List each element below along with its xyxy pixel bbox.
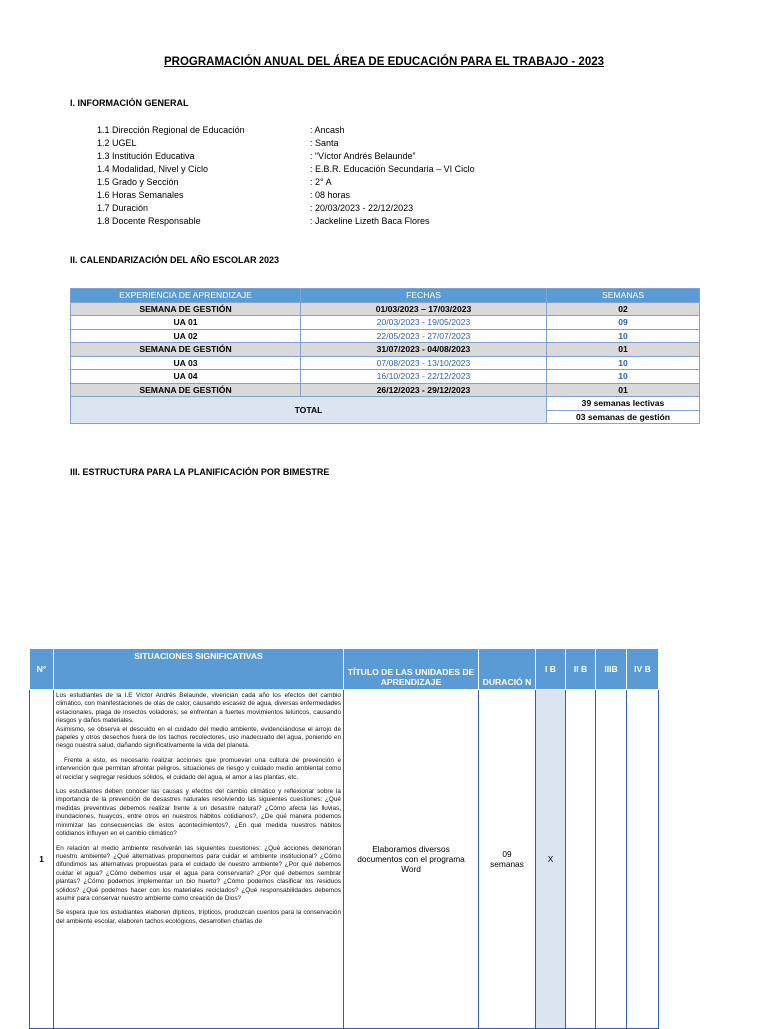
table-row xyxy=(71,329,700,343)
total-lectivas: 39 semanas lectivas xyxy=(547,397,700,411)
column-header-situaciones: SITUACIONES SIGNIFICATIVAS xyxy=(54,649,344,690)
info-value: : E.B.R. Educación Secundaria – VI Ciclo xyxy=(310,164,475,174)
table-row xyxy=(71,343,700,357)
table-row xyxy=(71,383,700,397)
info-label: 1.4 Modalidad, Nivel y Ciclo xyxy=(97,164,209,174)
section-heading-planning: III. ESTRUCTURA PARA LA PLANIFICACIÓN POR BIMESTRE xyxy=(70,467,330,477)
calendar-table xyxy=(70,288,700,424)
table-cell: 02 xyxy=(547,302,700,316)
bimestre-3-mark xyxy=(596,690,627,1029)
table-cell: 01/03/2023 – 17/03/2023 xyxy=(301,302,547,316)
total-label: TOTAL xyxy=(71,397,547,424)
info-row xyxy=(97,137,475,150)
situacion-paragraph: En relación al medio ambiente resolverán las siguientes cuestiones: ¿Qué acciones deterioran nuestro ambiente? ¿Qué alternativas proponemos para cuidar el ambiente institucional? ¿Cómo difundimos las alternativas propuestas para el cuidado de nuestro ambiente? ¿Por qué debemos cuidar el agua? ¿Cómo debemos usar el agua para conservarla? ¿Por qué debemos sembrar plantas? ¿Cómo podemos implementar un bio huerto? ¿Cómo podemos clasificar los residuos sólidos? ¿Qué podemos hacer con los materiales reciclados? ¿Qué responsabilidades debemos asumir para conservar nuestro ambiente como creación de Dios? xyxy=(56,844,341,902)
document-title: PROGRAMACIÓN ANUAL DEL ÁREA DE EDUCACIÓN PARA EL TRABAJO - 2023 xyxy=(163,56,605,68)
situacion-paragraph: Frente a esto, es necesario realizar acciones que promuevan una cultura de prevención e intervención que permitan afrontar peligros, situaciones de riesgo y cuidado medio ambiental como el reciclar y segregar residuos sólidos, el cuidado del agua, el amor a las plantas, etc. xyxy=(56,756,341,781)
table-cell: 09 xyxy=(547,316,700,330)
bimestre-2-mark xyxy=(566,690,596,1029)
info-value: : “Víctor Andrés Belaunde” xyxy=(310,151,416,161)
situacion-paragraph: Se espera que los estudiantes elaboren dípticos, trípticos, produzcan cuentos para la conservación del ambiente escolar, elaboren tachos ecológicos, desarrollen charlas de xyxy=(56,909,341,925)
info-label: 1.3 Institución Educativa xyxy=(97,151,195,161)
info-row xyxy=(97,176,475,189)
situacion-paragraph: Asimismo, se observa el descuido en el cuidado del medio ambiente, evidenciándose el arrojo de papeles y otros desechos fuera de los tachos recolectores, uso inadecuado del agua, poniendo en riesgo nuestra salud, dañando significativamente la vida del planeta. xyxy=(56,725,341,750)
table-cell: SEMANA DE GESTIÓN xyxy=(71,302,301,316)
bimestre-4-mark xyxy=(627,690,659,1029)
table-cell: 10 xyxy=(547,329,700,343)
column-header-bimestre-2: II B xyxy=(566,649,596,690)
table-row xyxy=(71,316,700,330)
info-row xyxy=(97,189,475,202)
general-info-list xyxy=(97,124,475,228)
planning-table xyxy=(29,648,659,1029)
table-cell: 01 xyxy=(547,343,700,357)
table-cell: UA 04 xyxy=(71,370,301,384)
column-header-semanas: SEMANAS xyxy=(547,289,700,303)
table-cell: SEMANA DE GESTIÓN xyxy=(71,383,301,397)
section-heading-calendar: II. CALENDARIZACIÓN DEL AÑO ESCOLAR 2023 xyxy=(70,255,280,265)
info-label: 1.7 Duración xyxy=(97,203,149,213)
table-cell: 20/03/2023 - 19/05/2023 xyxy=(301,316,547,330)
column-header-bimestre-4: IV B xyxy=(627,649,659,690)
situacion-paragraph: Los estudiantes deben conocer las causas y efectos del cambio climático y reflexionar sobre la importancia de la prevención de desastres naturales resolviendo las siguientes cuestiones: ¿Qué medidas preventivas debemos realizar frente a un desastre natural? ¿Cómo afecta las lluvias, inundaciones, huaycos, entre otros en nuestros hábitos cotidianos?, ¿De qué manera podemos minimizar las consecuencias de estos acontecimientos?, ¿En qué medida nuestros hábitos cotidianos influyen en el cambio climático? xyxy=(56,788,341,838)
table-row xyxy=(71,370,700,384)
info-label: 1.8 Docente Responsable xyxy=(97,216,201,226)
column-header-bimestre-3: IIIB xyxy=(596,649,627,690)
table-cell: SEMANA DE GESTIÓN xyxy=(71,343,301,357)
row-number: 1 xyxy=(30,690,54,1029)
info-value: : 20/03/2023 - 22/12/2023 xyxy=(310,203,414,213)
table-cell: 10 xyxy=(547,370,700,384)
duracion: 09 semanas xyxy=(479,690,536,1029)
info-label: 1.6 Horas Semanales xyxy=(97,190,184,200)
info-row xyxy=(97,163,475,176)
info-value: : Jackeline Lizeth Baca Flores xyxy=(310,216,430,226)
table-cell: UA 02 xyxy=(71,329,301,343)
situacion-paragraph: Los estudiantes de la I.E Víctor Andrés Belaunde, vivencian cada año los efectos del cambio climático, con manifestaciones de olas de calor, causando escasez de agua, diversas enfermedades estacionales, plaga de insectos voladores; se enfrentan a fuertes movimientos telúricos, causando riesgos y daños materiales. xyxy=(56,692,341,725)
table-cell: UA 01 xyxy=(71,316,301,330)
table-cell: 26/12/2023 - 29/12/2023 xyxy=(301,383,547,397)
table-cell: 16/10/2023 - 22/12/2023 xyxy=(301,370,547,384)
calendar-header-row xyxy=(71,289,700,303)
info-value: : 2° A xyxy=(310,177,332,187)
column-header-experiencia: EXPERIENCIA DE APRENDIZAJE xyxy=(71,289,301,303)
table-cell: 01 xyxy=(547,383,700,397)
column-header-fechas: FECHAS xyxy=(301,289,547,303)
column-header-titulo: TÍTULO DE LAS UNIDADES DE APRENDIZAJE xyxy=(344,649,479,690)
info-label: 1.5 Grado y Sección xyxy=(97,177,179,187)
info-row xyxy=(97,150,475,163)
column-header-duracion: DURACIÓ N xyxy=(479,649,536,690)
table-cell: UA 03 xyxy=(71,356,301,370)
table-row xyxy=(71,302,700,316)
info-label: 1.1 Dirección Regional de Educación xyxy=(97,125,245,135)
info-row xyxy=(97,202,475,215)
column-header-number: N° xyxy=(30,649,54,690)
table-cell: 10 xyxy=(547,356,700,370)
total-gestion: 03 semanas de gestión xyxy=(547,410,700,424)
info-row xyxy=(97,215,475,228)
table-row xyxy=(30,690,659,1029)
info-value: : Santa xyxy=(310,138,339,148)
total-row xyxy=(71,397,700,411)
titulo-unidad: Elaboramos diversos documentos con el programa Word xyxy=(344,690,479,1029)
column-header-bimestre-1: I B xyxy=(536,649,566,690)
section-heading-general-info: I. INFORMACIÓN GENERAL xyxy=(70,98,189,108)
info-row xyxy=(97,124,475,137)
table-cell: 07/08/2023 - 13/10/2023 xyxy=(301,356,547,370)
table-cell: 22/05/2023 - 27/07/2023 xyxy=(301,329,547,343)
situacion-significativa xyxy=(54,690,344,1029)
bimestre-1-mark: X xyxy=(536,690,566,1029)
info-label: 1.2 UGEL xyxy=(97,138,137,148)
table-cell: 31/07/2023 - 04/08/2023 xyxy=(301,343,547,357)
planning-header-row xyxy=(30,649,659,690)
table-row xyxy=(71,356,700,370)
info-value: : Ancash xyxy=(310,125,345,135)
info-value: : 08 horas xyxy=(310,190,351,200)
